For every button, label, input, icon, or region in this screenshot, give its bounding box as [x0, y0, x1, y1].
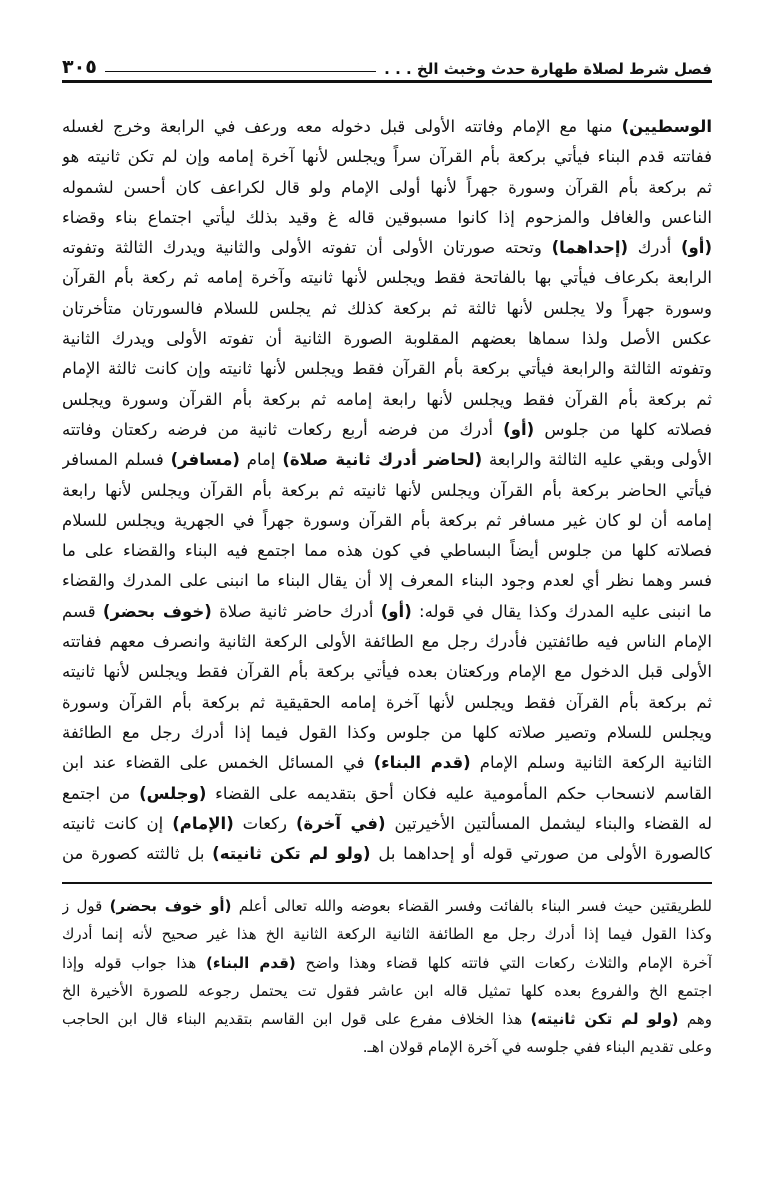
text-run: للطريقتين حيث فسر البناء بالفائت وفسر القضاء بعوضه والله تعالى أعلم [231, 897, 712, 915]
header-rule [62, 80, 712, 83]
footnote-line [62, 1005, 712, 1033]
text-run: قول ز [62, 897, 110, 915]
text-run: آخرة الإمام والثلاث ركعات التي فاتته كلها قضاء وهذا واضح [295, 953, 712, 972]
text-line [62, 718, 712, 748]
text-line [62, 627, 712, 657]
footnote-separator [62, 882, 712, 884]
text-run: في المسائل الخمس على القضاء عند ابن [62, 753, 374, 773]
text-run: وعلى تقديم البناء ففي جلوسه في آخرة الإمام قولان اهـ. [362, 1038, 712, 1057]
bold-matn-text: (في آخرة) [295, 813, 386, 833]
text-run: فيأتي الحاضر بركعة بأم القرآن ويجلس لأنها ثانيته ثم بركعة بأم القرآن ويجلس لأنها رابعة [62, 480, 712, 500]
bold-matn-text: (قدم البناء) [373, 753, 471, 773]
text-run: هذا جواب قوله وإذا [62, 953, 207, 972]
text-line [62, 294, 712, 324]
bold-matn-text: (مسافر) [170, 450, 240, 470]
text-line [62, 263, 712, 293]
bold-matn-text: (وجلس) [139, 783, 207, 803]
text-run: وتحته صورتان الأولى أن تفوته الأولى والثانية ويدرك الثالثة وتفوته [62, 238, 552, 258]
bold-matn-text: (قدم البناء) [206, 953, 296, 972]
footnote-line [62, 1033, 712, 1061]
running-header [62, 52, 712, 78]
text-run: إن كانت ثانيته [62, 813, 173, 833]
text-run: من اجتمع [62, 783, 140, 803]
text-run: فصلاته كلها من جلوس أيضاً البساطي في كون هذه مما اجتمع فيه البناء والقضاء على ما [62, 541, 712, 561]
footnote-line [62, 892, 712, 920]
chapter-title: فصل شرط لصلاة طهارة حدث وخبث الخ . . . [384, 60, 712, 78]
text-run: هذا الخلاف مفرع على قول ابن القاسم بتقديم البناء قال ابن الحاجب [62, 1010, 531, 1029]
text-run: وكذا القول فيما إذا أدرك رجل مع الطائفة الثانية الركعة الثانية الخ هذا غير صحيح لأنه إنما أدرك [62, 925, 712, 944]
footnote-line [62, 977, 712, 1005]
text-line [62, 809, 712, 839]
bold-matn-text: (أو خوف بحضر) [109, 897, 232, 915]
text-run: إمام [239, 450, 283, 470]
text-run: اجتمع الخ والفروع بعده كلها تمثيل قاله ابن عاشر فقول تت يحتمل رجوعه للصورة الأخيرة الخ [62, 981, 712, 1000]
text-run: أدرك حاضر ثانية صلاة [211, 601, 381, 621]
text-run: فسر وهما نظر أي لعدم وجود البناء المعرف إلا أن يقال البناء ما انبنى على المدرك والقضاء [62, 571, 712, 591]
text-line [62, 173, 712, 203]
text-run: وهم [678, 1010, 712, 1029]
bold-matn-text: (أو) [681, 238, 712, 258]
text-line [62, 354, 712, 384]
text-line [62, 566, 712, 596]
text-run: ركعات [233, 813, 296, 833]
footnotes [62, 892, 712, 1062]
text-run: كالصورة الأولى من صورتي قوله أو إحداهما بل [370, 844, 712, 864]
text-run: عكس الأصل ولذا سماها بعضهم المقلوبة الصورة الثانية أن تفوته الأولى ويدرك الثانية [62, 329, 712, 349]
text-run: إمامه أن لو كان غير مسافر ثم بركعة بأم القرآن وسورة جهراً في الجهرية ويجلس للسلام [62, 510, 712, 530]
text-run: ما انبنى عليه المدرك وكذا يقال في قوله: [411, 601, 712, 621]
footnote-line [62, 949, 712, 977]
text-line [62, 597, 712, 627]
footnote-line [62, 920, 712, 948]
text-run: فسلم المسافر [62, 450, 171, 470]
text-run: فصلاته كلها من جلوس [534, 419, 712, 439]
bold-matn-text: (إحداهما) [551, 238, 629, 258]
text-run: له القضاء والبناء ليشمل المسألتين الأخيرتين [385, 813, 712, 833]
text-run: الثانية الركعة الثانية وسلم الإمام [470, 753, 712, 773]
bold-matn-text: (أو) [380, 601, 412, 621]
text-line [62, 748, 712, 778]
text-line [62, 385, 712, 415]
text-run: أدرك [628, 238, 681, 258]
text-line [62, 203, 712, 233]
main-text [62, 112, 712, 869]
text-run: ثم بركعة بأم القرآن وسورة جهراً لأنها أولى الإمام ولو قال لكراعف كان أحسن لشموله [62, 177, 712, 197]
text-run: ثم بركعة بأم القرآن فقط ويجلس لأنها رابعة إمامه ثم بركعة بأم القرآن وسورة ويجلس [62, 389, 712, 409]
text-run: القاسم لانسحاب حكم المأمومية عليه فكان أحق بتقديمه على القضاء [206, 783, 712, 803]
bold-matn-text: (الإمام) [172, 813, 234, 833]
text-run: ففاتته قدم البناء فيأتي بركعة بأم القرآن سراً ويجلس لأنها آخرة إمامه وإن لم تكن ثانيته هو [62, 147, 712, 167]
page-number: ٣٠٥ [62, 56, 97, 78]
text-line [62, 536, 712, 566]
text-run: منها مع الإمام وفاتته الأولى قبل دخوله معه ورعف في الرابعة وخرج لغسله [62, 117, 622, 136]
text-line [62, 476, 712, 506]
text-run: الإمام الناس فيه طائفتين فأدرك رجل مع الطائفة الأولى الركعة الثانية وانصرف معهم ففاتته [62, 632, 712, 652]
text-line [62, 112, 712, 142]
bold-matn-text: (أو) [503, 419, 535, 439]
bold-matn-text: (خوف بحضر) [102, 601, 212, 621]
text-line [62, 506, 712, 536]
bold-matn-text: (ولو لم تكن ثانيته) [212, 844, 371, 864]
text-run: بل ثالثته كصورة من [62, 844, 213, 864]
text-run: ثم بركعة بأم القرآن فقط ويجلس لأنها آخرة إمامه الحقيقية ثم بركعة بأم القرآن وسورة [62, 692, 712, 712]
text-line [62, 142, 712, 172]
bold-matn-text: الوسطيين) [621, 117, 712, 136]
text-run: وتفوته الثالثة والرابعة فيأتي بركعة بأم القرآن فقط ويجلس لأنها ثانيته وإن كانت ثالثة الإمام [62, 359, 712, 379]
text-line [62, 657, 712, 687]
text-line [62, 688, 712, 718]
text-line [62, 839, 712, 869]
text-line [62, 445, 712, 475]
text-run: الأولى وبقي عليه الثالثة والرابعة [482, 450, 712, 470]
text-line [62, 415, 712, 445]
text-line [62, 779, 712, 809]
text-line [62, 324, 712, 354]
text-line [62, 233, 712, 263]
text-run: ويجلس للسلام وتصير صلاته كلها من جلوس وكذا القول فيما إذا أدرك رجل مع الطائفة [62, 722, 712, 742]
bold-matn-text: (لحاضر أدرك ثانية صلاة) [282, 450, 483, 470]
text-run: أدرك من فرضه أربع ركعات ثانية من فرضه ركعتان وفاتته [62, 419, 504, 439]
header-leader-line [105, 71, 376, 72]
bold-matn-text: (ولو لم تكن ثانيته) [530, 1010, 679, 1029]
text-run: قسم [62, 601, 103, 621]
text-run: وسورة جهراً ولا يجلس لأنها ثالثة ثم بركعة كذلك ثم يجلس للسلام فالسورتان متأخرتان [62, 298, 712, 318]
text-run: الرابعة بكرعاف فيأتي بها بالفاتحة فقط ويجلس لأنها ثانيته وآخرة إمامه ثم ركعة بأم القرآن [62, 268, 712, 288]
text-run: الأولى قبل الدخول مع الإمام وركعتان بعده فيأتي بركعة بأم القرآن فقط ويجلس لأنها ثانيته [62, 662, 712, 682]
text-run: الناعس والغافل والمزحوم إذا كانوا مسبوقين قاله غ وقيد بذلك ليأتي اجتماع بناء وقضاء [62, 207, 712, 227]
